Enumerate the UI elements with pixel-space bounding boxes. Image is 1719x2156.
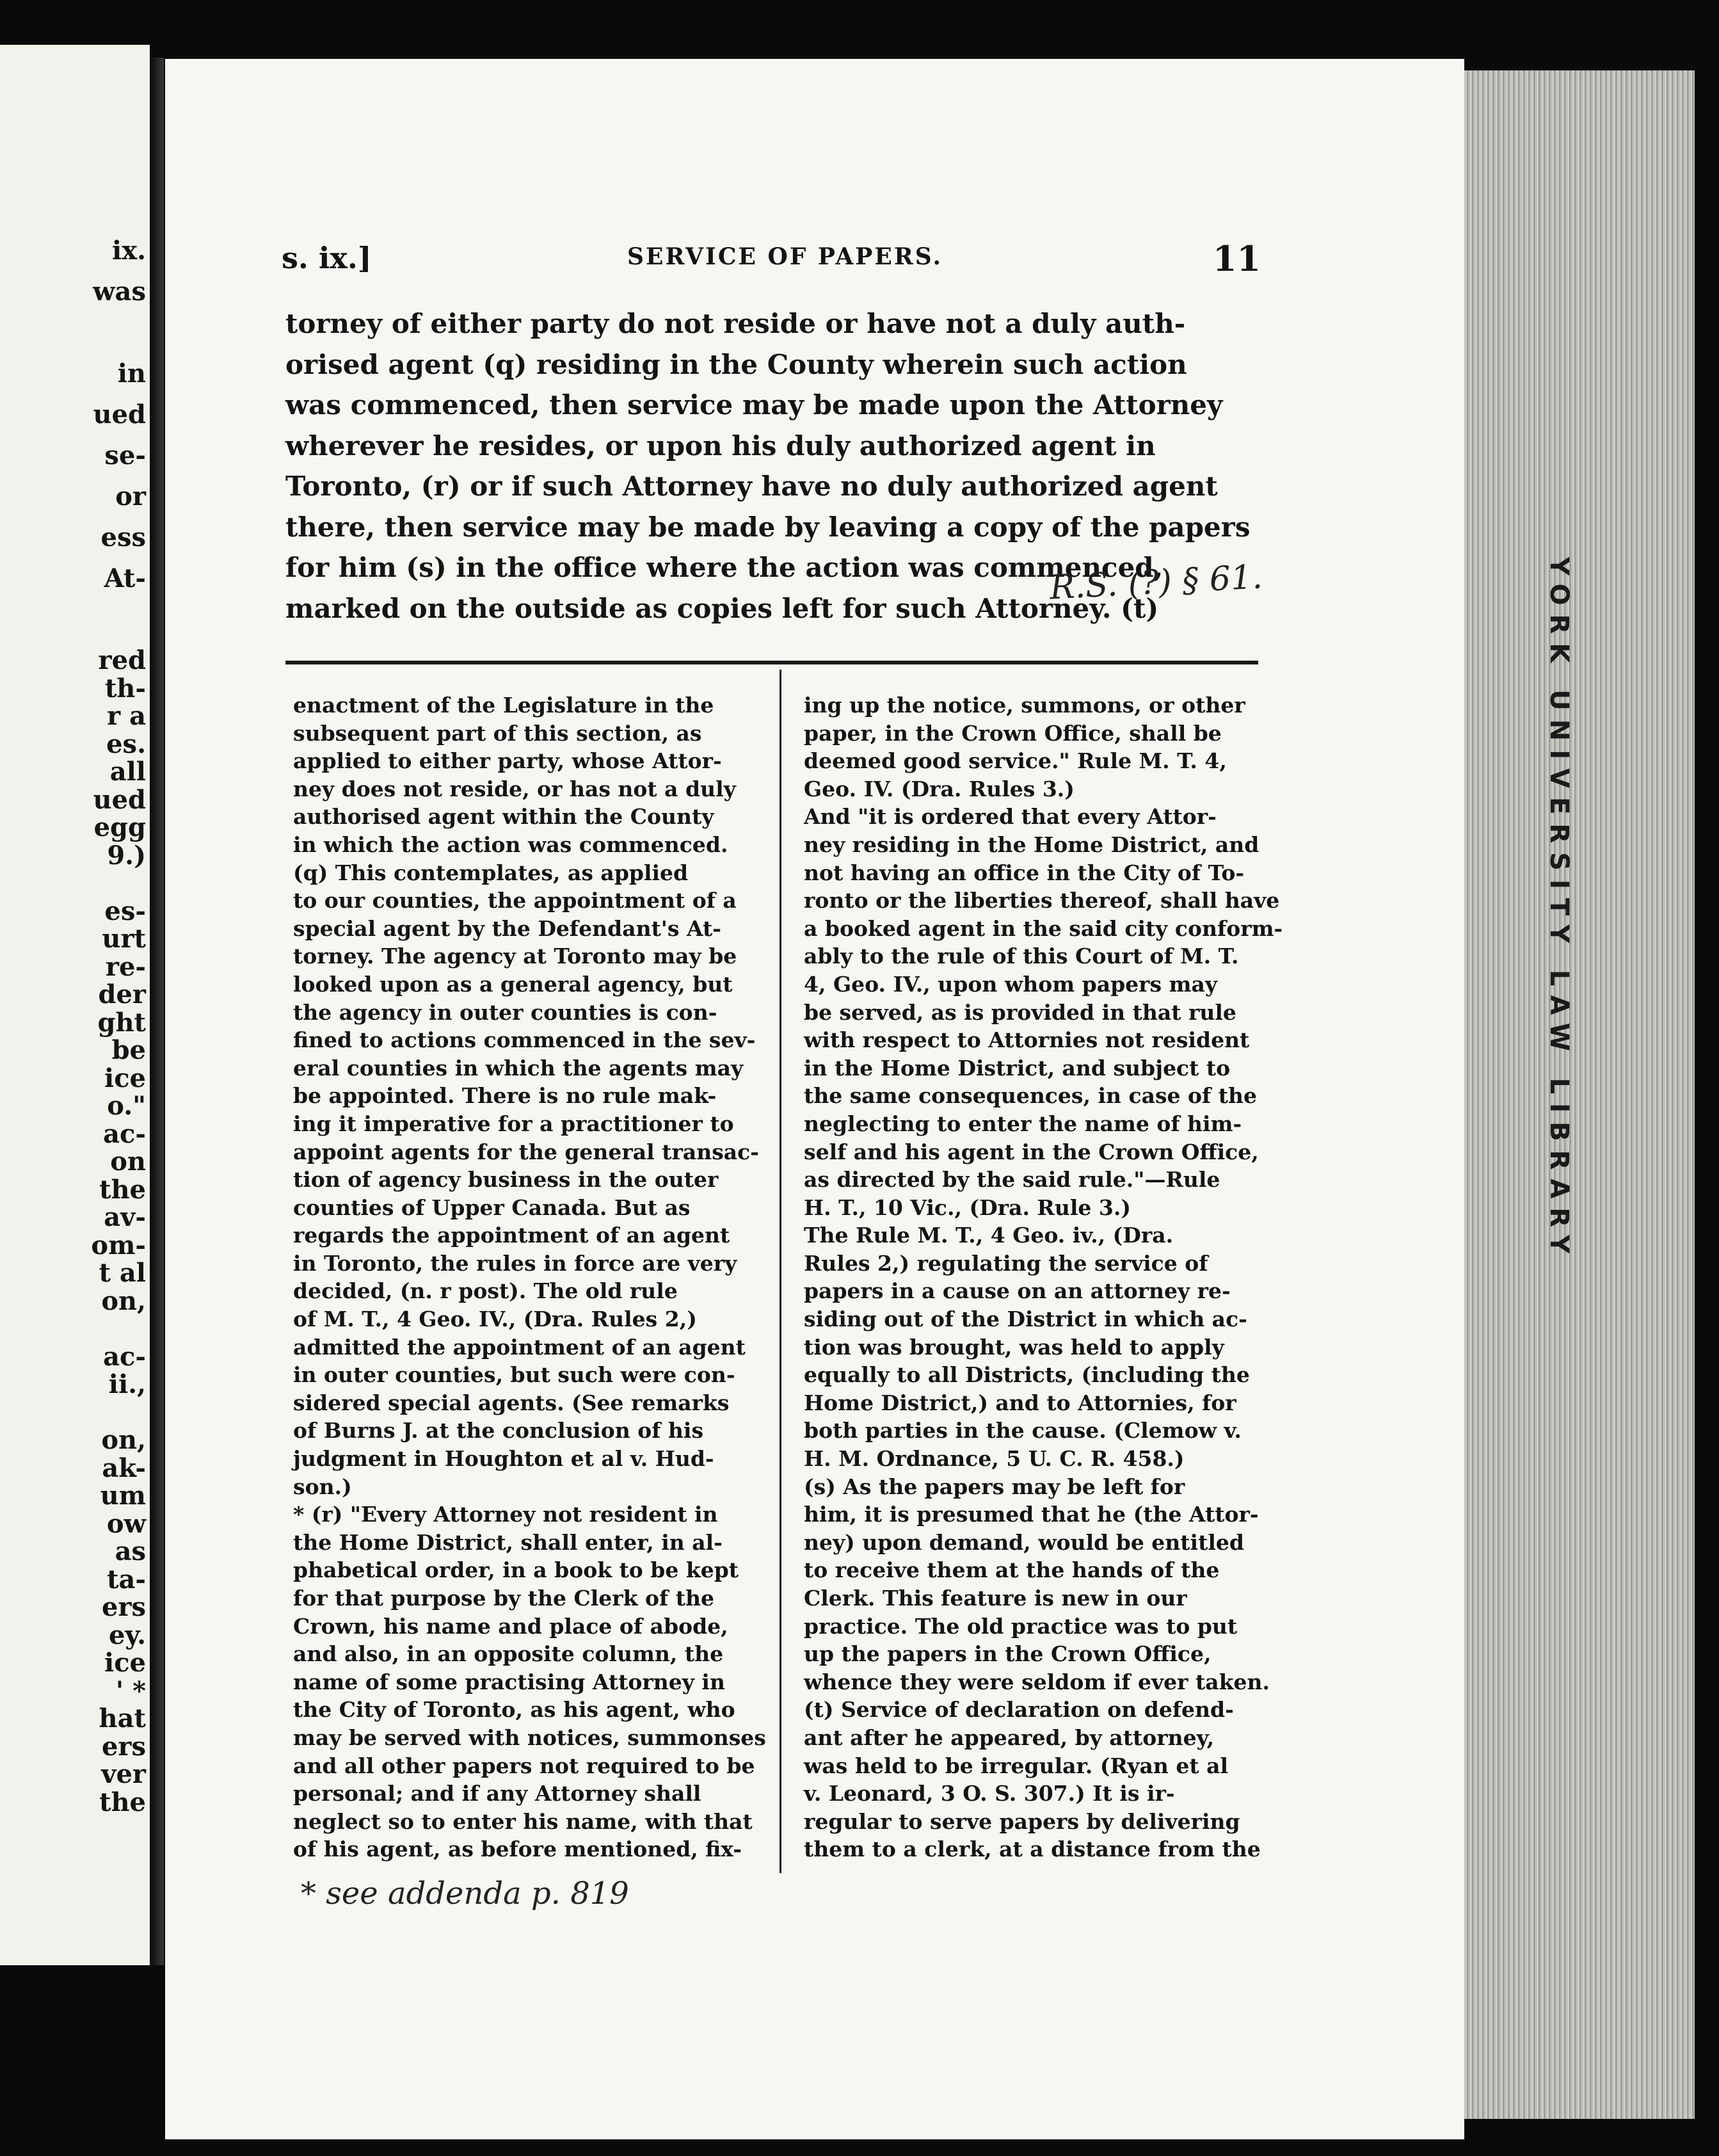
footnote-line: be appointed. There is no rule mak- — [293, 1083, 717, 1109]
facing-page-fragment: ers — [101, 1592, 146, 1622]
footnote-column-right — [804, 691, 1283, 1863]
footnote-line: in outer counties, but such were con- — [293, 1362, 735, 1388]
facing-page-fragment: urt — [102, 924, 146, 954]
footnote-line: and all other papers not required to be — [293, 1753, 755, 1778]
facing-page-fragment: ak- — [102, 1452, 146, 1483]
footnote-line: ney) upon demand, would be entitled — [804, 1529, 1244, 1555]
footnote-line: torney. The agency at Toronto may be — [293, 944, 737, 969]
facing-page-fragment: ac- — [103, 1118, 146, 1149]
footnote-line: was held to be irregular. (Ryan et al — [804, 1753, 1229, 1778]
section-marker: s. ix.] — [282, 241, 372, 275]
footnote-line: ing up the notice, summons, or other — [804, 693, 1245, 718]
main-text-line: torney of either party do not reside or have not a duly auth- — [285, 308, 1186, 339]
footnote-line: The Rule M. T., 4 Geo. iv., (Dra. — [804, 1223, 1174, 1248]
facing-page-fragment: der — [98, 979, 146, 1010]
footnote-line: the City of Toronto, as his agent, who — [293, 1697, 735, 1723]
footnote-line: not having an office in the City of To- — [804, 860, 1245, 885]
footnote-line: siding out of the District in which ac- — [804, 1307, 1247, 1332]
footnote-line: v. Leonard, 3 O. S. 307.) It is ir- — [804, 1781, 1175, 1806]
main-text-line: Toronto, (r) or if such Attorney have no duly authorized agent — [285, 471, 1218, 502]
footnote-line: ney residing in the Home District, and — [804, 832, 1259, 857]
main-text-line: there, then service may be made by leaving a copy of the papers — [285, 511, 1251, 543]
handwritten-addenda-note: * see addenda p. 819 — [301, 1876, 629, 1911]
footnote-line: eral counties in which the agents may — [293, 1055, 744, 1081]
running-head — [282, 238, 1261, 279]
facing-page-fragment: ta- — [107, 1564, 146, 1595]
footnote-line: of his agent, as before mentioned, fix- — [293, 1837, 742, 1862]
footnote-line: (s) As the papers may be left for — [804, 1474, 1185, 1499]
footnote-line: both parties in the cause. (Clemow v. — [804, 1418, 1242, 1444]
footnote-rule — [285, 661, 1258, 664]
footnote-line: the same consequences, in case of the — [804, 1083, 1257, 1109]
footnote-line: in Toronto, the rules in force are very — [293, 1250, 737, 1276]
footnote-line: be served, as is provided in that rule — [804, 999, 1236, 1025]
footnote-line: in which the action was commenced. — [293, 832, 728, 857]
footnote-line: sidered special agents. (See remarks — [293, 1390, 730, 1415]
facing-page-fragment: ey. — [108, 1620, 146, 1650]
facing-page-fragment: ow — [106, 1508, 146, 1539]
footnote-line: phabetical order, in a book to be kept — [293, 1557, 739, 1583]
main-text-line: was commenced, then service may be made upon the Attorney — [285, 389, 1223, 421]
footnote-line: self and his agent in the Crown Office, — [804, 1139, 1259, 1164]
footnote-line: name of some practising Attorney in — [293, 1669, 725, 1694]
facing-page-fragment: es. — [106, 728, 146, 759]
facing-page-fragment: the — [99, 1787, 146, 1817]
facing-page-fragment: on — [110, 1146, 146, 1177]
footnote-line: (q) This contemplates, as applied — [293, 860, 689, 885]
footnote-line: with respect to Attornies not resident — [804, 1027, 1250, 1053]
footnote-line: them to a clerk, at a distance from the — [804, 1837, 1261, 1862]
facing-page-fragment: ix. — [112, 236, 146, 266]
main-text-line: for him (s) in the office where the action was commenced, — [285, 552, 1163, 583]
facing-page-fragment: red — [98, 645, 146, 675]
facing-page-fragment: egg — [93, 812, 146, 842]
footnote-line: tion of agency business in the outer — [293, 1167, 719, 1193]
footnote-line: ant after he appeared, by attorney, — [804, 1725, 1215, 1750]
footnote-line: of Burns J. at the conclusion of his — [293, 1418, 704, 1444]
footnote-line: Home District,) and to Attornies, for — [804, 1390, 1236, 1415]
facing-page-fragment: th- — [104, 673, 146, 704]
footnote-line: H. M. Ordnance, 5 U. C. R. 458.) — [804, 1446, 1185, 1472]
footnote-line: paper, in the Crown Office, shall be — [804, 720, 1222, 746]
footnote-column-left — [293, 691, 766, 1863]
footnote-line: to our counties, the appointment of a — [293, 888, 737, 913]
facing-page-fragment: ver — [101, 1759, 146, 1789]
footnote-line: personal; and if any Attorney shall — [293, 1781, 701, 1806]
footnote-line: practice. The old practice was to put — [804, 1613, 1238, 1639]
footnote-line: up the papers in the Crown Office, — [804, 1641, 1211, 1667]
footnote-line: admitted the appointment of an agent — [293, 1334, 746, 1360]
footnote-line: son.) — [293, 1474, 352, 1499]
page-number: 11 — [1212, 238, 1261, 279]
footnote-line: him, it is presumed that he (the Attor- — [804, 1502, 1259, 1527]
facing-page-fragment: r a — [107, 701, 146, 731]
footnote-line: appoint agents for the general transac- — [293, 1139, 759, 1164]
footnote-line: Geo. IV. (Dra. Rules 3.) — [804, 776, 1075, 801]
footnote-line: 4, Geo. IV., upon whom papers may — [804, 971, 1218, 997]
footnote-line: regular to serve papers by delivering — [804, 1808, 1240, 1834]
facing-page-fragment: ued — [93, 399, 146, 430]
facing-page-fragment: At- — [104, 563, 146, 593]
footnote-line: decided, (n. r post). The old rule — [293, 1278, 678, 1304]
footnote-line: neglect so to enter his name, with that — [293, 1808, 753, 1834]
footnote-line: for that purpose by the Clerk of the — [293, 1586, 714, 1611]
footnote-line: special agent by the Defendant's At- — [293, 915, 721, 941]
facing-page-fragment: ers — [101, 1731, 146, 1762]
footnote-line: the agency in outer counties is con- — [293, 999, 717, 1025]
footnote-line: ably to the rule of this Court of M. T. — [804, 944, 1239, 969]
facing-page-fragment: ice — [104, 1063, 146, 1093]
footnote-line: as directed by the said rule."—Rule — [804, 1167, 1220, 1193]
facing-page-fragment: ice — [104, 1648, 146, 1678]
library-stamp-text: YORK UNIVERSITY LAW LIBRARY — [1544, 557, 1574, 1262]
facing-page-fragment: ac- — [103, 1341, 146, 1372]
footnote-line: Rules 2,) regulating the service of — [804, 1250, 1208, 1276]
footnote-line: ney does not reside, or has not a duly — [293, 776, 736, 801]
footnote-line: whence they were seldom if ever taken. — [804, 1669, 1270, 1694]
facing-page-fragment: was — [93, 277, 146, 307]
facing-page-fragment: in — [117, 358, 146, 389]
footnote-line: tion was brought, was held to apply — [804, 1334, 1224, 1360]
facing-page-fragment: av- — [104, 1202, 146, 1232]
handwritten-marginal-note: R.S. (?) § 61. — [1048, 558, 1264, 607]
footnote-line: subsequent part of this section, as — [293, 720, 702, 746]
facing-page-fragment: or — [115, 481, 146, 511]
facing-page-fragment: um — [100, 1481, 146, 1511]
footnote-line: regards the appointment of an agent — [293, 1223, 730, 1248]
facing-page-fragment: the — [99, 1174, 146, 1205]
footnote-line: (t) Service of declaration on defend- — [804, 1697, 1234, 1723]
footnote-line: authorised agent within the County — [293, 804, 714, 830]
facing-page-fragment: ght — [97, 1007, 146, 1038]
facing-page-fragment: on, — [101, 1285, 146, 1316]
facing-page-fragment: o." — [107, 1091, 146, 1121]
facing-page-fragment: om- — [91, 1230, 146, 1260]
footnote-line: fined to actions commenced in the sev- — [293, 1027, 756, 1053]
footnote-line: judgment in Houghton et al v. Hud- — [293, 1446, 714, 1472]
facing-page-fragment: es- — [104, 896, 146, 926]
facing-page-fragment: be — [111, 1035, 146, 1065]
running-title: SERVICE OF PAPERS. — [627, 243, 943, 270]
facing-page-fragment: on, — [101, 1425, 146, 1455]
library-spine-label — [1533, 557, 1585, 1274]
footnote-line: looked upon as a general agency, but — [293, 971, 733, 997]
facing-page-fragment: ess — [100, 522, 146, 552]
footnote-line: H. T., 10 Vic., (Dra. Rule 3.) — [804, 1195, 1131, 1220]
facing-page-fragment: all — [109, 757, 146, 787]
facing-page-fragment: se- — [104, 440, 146, 471]
main-text-line: wherever he resides, or upon his duly authorized agent in — [285, 430, 1156, 462]
footnote-line: papers in a cause on an attorney re- — [804, 1278, 1231, 1304]
footnote-line: deemed good service." Rule M. T. 4, — [804, 748, 1227, 774]
footnote-line: * (r) "Every Attorney not resident in — [293, 1502, 718, 1527]
facing-page-fragment: t al — [99, 1258, 146, 1288]
footnote-line: in the Home District, and subject to — [804, 1055, 1231, 1081]
footnote-line: Clerk. This feature is new in our — [804, 1586, 1187, 1611]
footnote-line: and also, in an opposite column, the — [293, 1641, 724, 1667]
main-text-line: marked on the outside as copies left for such Attorney. (t) — [285, 592, 1159, 624]
footnote-line: Crown, his name and place of abode, — [293, 1613, 728, 1639]
facing-page-fragment: 9.) — [107, 840, 146, 871]
facing-page-fragment: ' * — [115, 1675, 146, 1706]
footnote-line: of M. T., 4 Geo. IV., (Dra. Rules 2,) — [293, 1307, 697, 1332]
facing-page-fragment: ued — [93, 784, 146, 815]
footnote-line: neglecting to enter the name of him- — [804, 1111, 1242, 1136]
footnote-line: ronto or the liberties thereof, shall have — [804, 888, 1280, 913]
footnote-line: ing it imperative for a practitioner to — [293, 1111, 734, 1136]
facing-page-fragment: re- — [105, 951, 146, 982]
gutter-shadow — [150, 58, 164, 1965]
footnote-line: And "it is ordered that every Attor- — [804, 804, 1217, 830]
footnote-line: may be served with notices, summonses — [293, 1725, 766, 1750]
facing-page-fragment: ii., — [108, 1369, 146, 1399]
main-text-line: orised agent (q) residing in the County wherein such action — [285, 348, 1187, 380]
facing-page-fragment: hat — [99, 1703, 146, 1734]
footnote-line: the Home District, shall enter, in al- — [293, 1529, 723, 1555]
footnote-line: equally to all Districts, (including the — [804, 1362, 1250, 1388]
footnote-line: enactment of the Legislature in the — [293, 693, 714, 718]
footnote-line: to receive them at the hands of the — [804, 1557, 1220, 1583]
footnote-line: applied to either party, whose Attor- — [293, 748, 722, 774]
facing-page-fragment: as — [115, 1536, 146, 1566]
footnote-line: counties of Upper Canada. But as — [293, 1195, 691, 1220]
footnote-line: a booked agent in the said city conform- — [804, 915, 1283, 941]
facing-page-edge — [0, 45, 150, 1965]
column-divider — [780, 670, 781, 1873]
